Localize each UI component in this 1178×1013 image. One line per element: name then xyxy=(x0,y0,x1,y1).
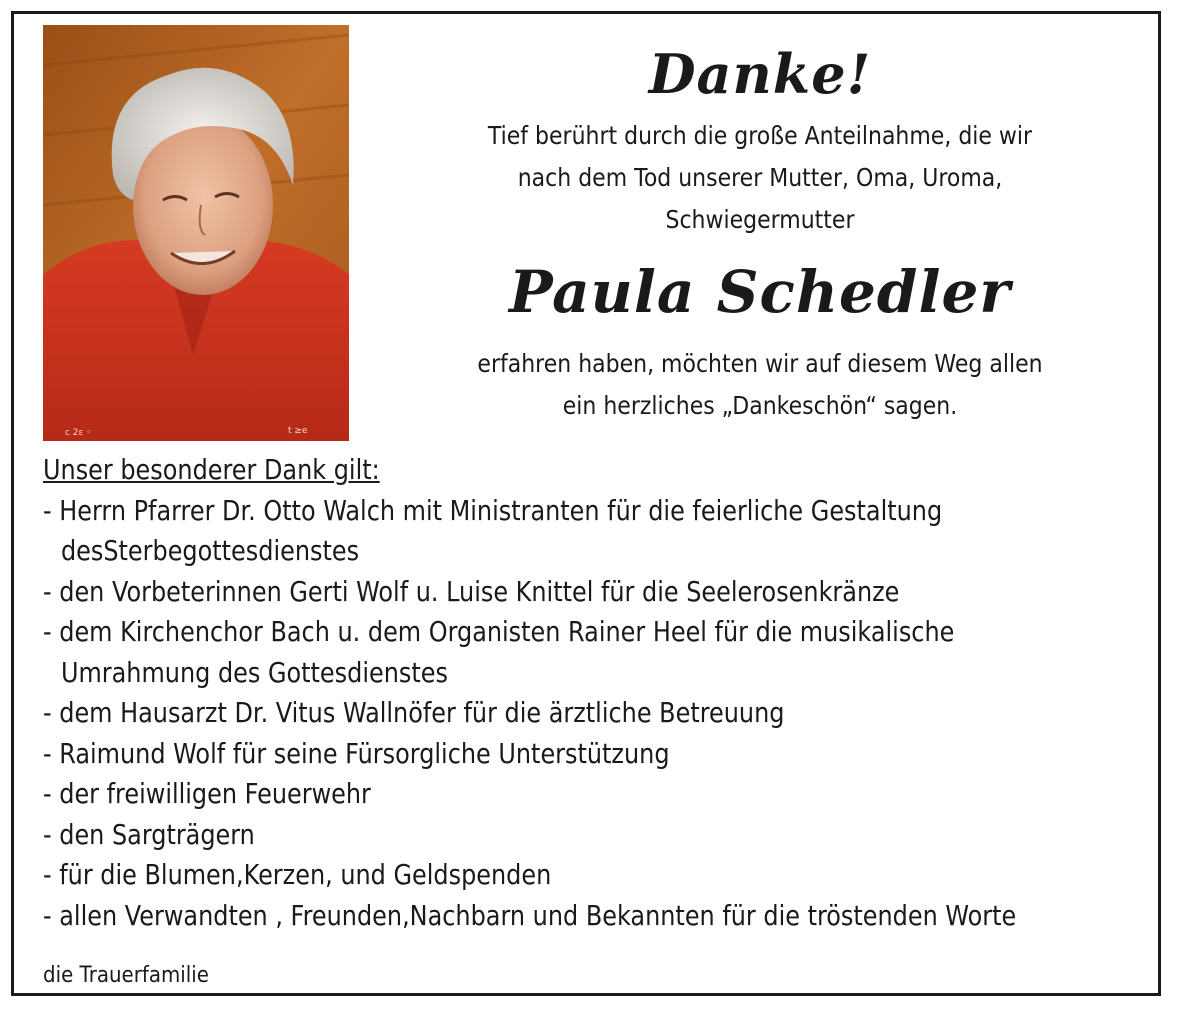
closing-line: ein herzliches „Dankeschön“ sagen. xyxy=(562,391,958,420)
thanks-line: - dem Hausarzt Dr. Vitus Wallnöfer für die ärztliche Betreuung xyxy=(43,696,785,729)
closing-text xyxy=(408,343,1112,427)
thanks-line: Umrahmung des Gottesdienstes xyxy=(60,655,448,689)
thanks-line: - allen Verwandten , Freunden,Nachbarn und Bekannten für die tröstenden Worte xyxy=(43,898,1017,932)
special-thanks-section xyxy=(43,450,1137,936)
thanks-line: - den Vorbeterinnen Gerti Wolf u. Luise Knittel für die Seelerosenkränze xyxy=(43,574,900,608)
thanks-line: - dem Kirchenchor Bach u. dem Organisten Rainer Heel für die musikalische xyxy=(43,615,955,648)
intro-line: Tief berührt durch die große Anteilnahme, die wir xyxy=(487,121,1033,150)
intro-line: Schwiegermutter xyxy=(665,205,855,234)
closing-line: erfahren haben, möchten wir auf diesem Weg allen xyxy=(477,349,1043,378)
intro-line: nach dem Tod unserer Mutter, Oma, Uroma, xyxy=(517,163,1003,192)
thank-you-heading: Danke! xyxy=(648,42,872,106)
intro-text xyxy=(408,115,1112,241)
svg-text:c 2ε ◦: c 2ε ◦ xyxy=(65,428,92,438)
thanks-line: - Raimund Wolf für seine Fürsorgliche Unterstützung xyxy=(43,736,670,770)
svg-text:t ≥e: t ≥e xyxy=(288,426,308,436)
thanks-line: - Herrn Pfarrer Dr. Otto Walch mit Ministranten für die feierliche Gestaltung xyxy=(43,493,943,527)
thanks-line: - für die Blumen,Kerzen, und Geldspenden xyxy=(43,858,552,891)
deceased-name: Paula Schedler xyxy=(509,258,1011,326)
thanks-line: - der freiwilligen Feuerwehr xyxy=(43,777,371,810)
thanks-line: desSterbegottesdienstes xyxy=(60,534,360,567)
special-thanks-title: Unser besonderer Dank gilt: xyxy=(43,453,380,486)
thanks-line: - den Sargträgern xyxy=(43,817,255,851)
portrait-photo xyxy=(43,25,349,441)
signature: die Trauerfamilie xyxy=(43,963,209,988)
